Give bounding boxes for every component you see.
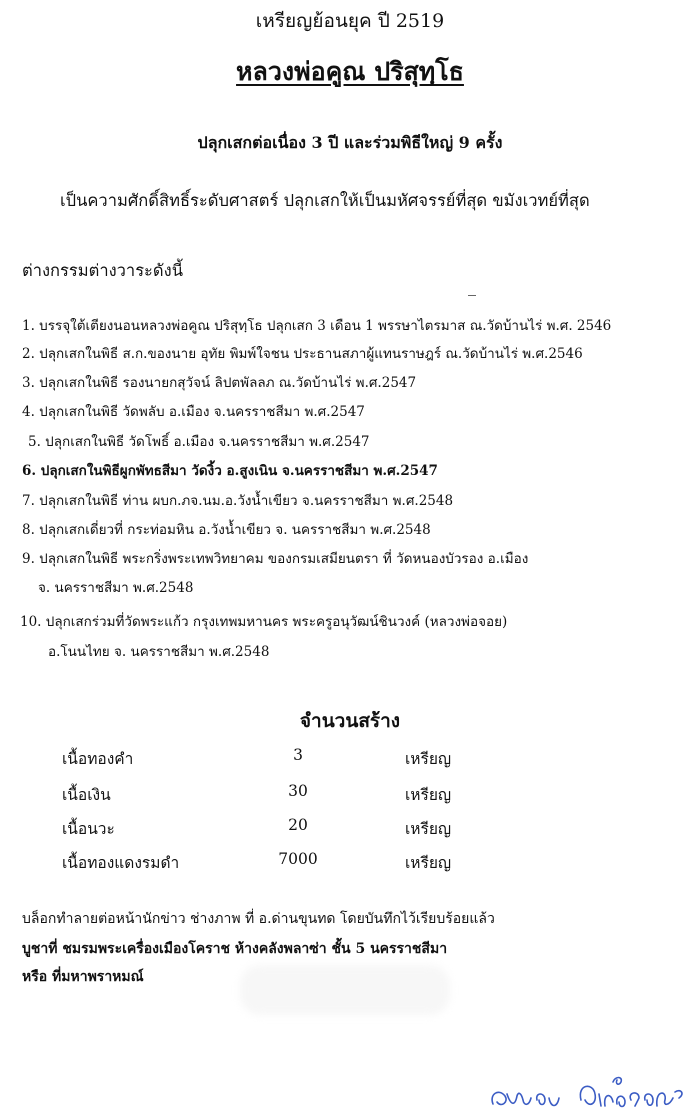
list-item: 8. ปลุกเสกเดี่ยวที่ กระท่อมหิน อ.วังน้ำเขียว จ. นครราชสีมา พ.ศ.2548 [22,522,431,538]
quantity-heading: จำนวนสร้าง [299,710,401,732]
list-item: 9. ปลุกเสกในพิธี พระกริ่งพระเทพวิทยาคม ของกรมเสมียนตรา ที่ วัดหนองบัวรอง อ.เมือง [22,551,529,567]
material-count: 7000 [278,850,318,868]
footer-note-block: บล็อกทำลายต่อหน้านักข่าว ช่างภาพ ที่ อ.ด่านขุนทด โดยบันทึกไว้เรียบร้อยแล้ว [22,911,495,927]
footer-alternative: หรือ ที่มหาพราหมณ์ [22,969,144,985]
subtitle: ปลุกเสกต่อเนื่อง 3 ปี และร่วมพิธีใหญ่ 9 ครั้ง [197,133,503,152]
material-name: เนื้อนวะ [62,820,115,838]
material-count: 20 [288,816,308,834]
footer-worship-location: บูชาที่ ชมรมพระเครื่องเมืองโคราช ห้างคลังพลาซ่า ชั้น 5 นครราชสีมา [22,941,448,957]
list-item: 7. ปลุกเสกในพิธี ท่าน ผบก.ภจ.นม.อ.วังน้ำเขียว จ.นครราชสีมา พ.ศ.2548 [22,493,454,509]
main-title [0,52,700,92]
material-unit: เหรียญ [405,786,452,804]
quantity-row [0,782,700,812]
list-item: 3. ปลุกเสกในพิธี รองนายกสุวัจน์ ลิปตพัลลภ ณ.วัดบ้านไร่ พ.ศ.2547 [22,375,417,391]
quantity-row [0,816,700,846]
list-item: 2. ปลุกเสกในพิธี ส.ก.ของนาย อุทัย พิมพ์ใจชน ประธานสภาผู้แทนราษฎร์ ณ.วัดบ้านไร่ พ.ศ.2546 [22,346,583,362]
material-name: เนื้อเงิน [62,786,111,804]
list-item: 5. ปลุกเสกในพิธี วัดโพธิ์ อ.เมือง จ.นครราชสีมา พ.ศ.2547 [28,434,370,450]
list-item-continuation: จ. นครราชสีมา พ.ศ.2548 [38,580,194,596]
material-unit: เหรียญ [405,854,452,872]
top-title: เหรียญย้อนยุค ปี 2519 [255,10,445,32]
intro-paragraph: เป็นความศักดิ์สิทธิ์ระดับศาสตร์ ปลุกเสกให้เป็นมหัศจรรย์ที่สุด ขมังเวทย์ที่สุด [60,191,590,210]
list-item: 10. ปลุกเสกร่วมที่วัดพระแก้ว กรุงเทพมหานคร พระครูอนุวัฒน์ชินวงค์ (หลวงพ่อจอย) [20,614,508,630]
material-count: 30 [288,782,308,800]
scan-smudge [240,965,450,1015]
material-name: เนื้อทองแดงรมดำ [62,854,180,872]
material-unit: เหรียญ [405,820,452,838]
material-unit: เหรียญ [405,750,452,768]
handwritten-signature [485,1070,690,1115]
material-count: 3 [293,746,303,764]
list-item: 6. ปลุกเสกในพิธีผูกพัทธสีมา วัดงิ้ว อ.สูงเนิน จ.นครราชสีมา พ.ศ.2547 [22,463,438,479]
list-item: 1. บรรจุใต้เตียงนอนหลวงพ่อคูณ ปริสุทฺโธ ปลุกเสก 3 เดือน 1 พรรษาไตรมาส ณ.วัดบ้านไร่ พ.ศ. 2546 [22,318,612,334]
quantity-row [0,850,700,880]
list-heading: ต่างกรรมต่างวาระดังนี้ [22,261,183,280]
material-name: เนื้อทองคำ [62,750,134,768]
main-title-text: หลวงพ่อคูณ ปริสุทฺโธ [236,57,464,86]
list-item-continuation: อ.โนนไทย จ. นครราชสีมา พ.ศ.2548 [48,644,270,660]
list-item: 4. ปลุกเสกในพิธี วัดพลับ อ.เมือง จ.นครราชสีมา พ.ศ.2547 [22,404,365,420]
quantity-row [0,746,700,776]
stray-mark [468,295,476,296]
